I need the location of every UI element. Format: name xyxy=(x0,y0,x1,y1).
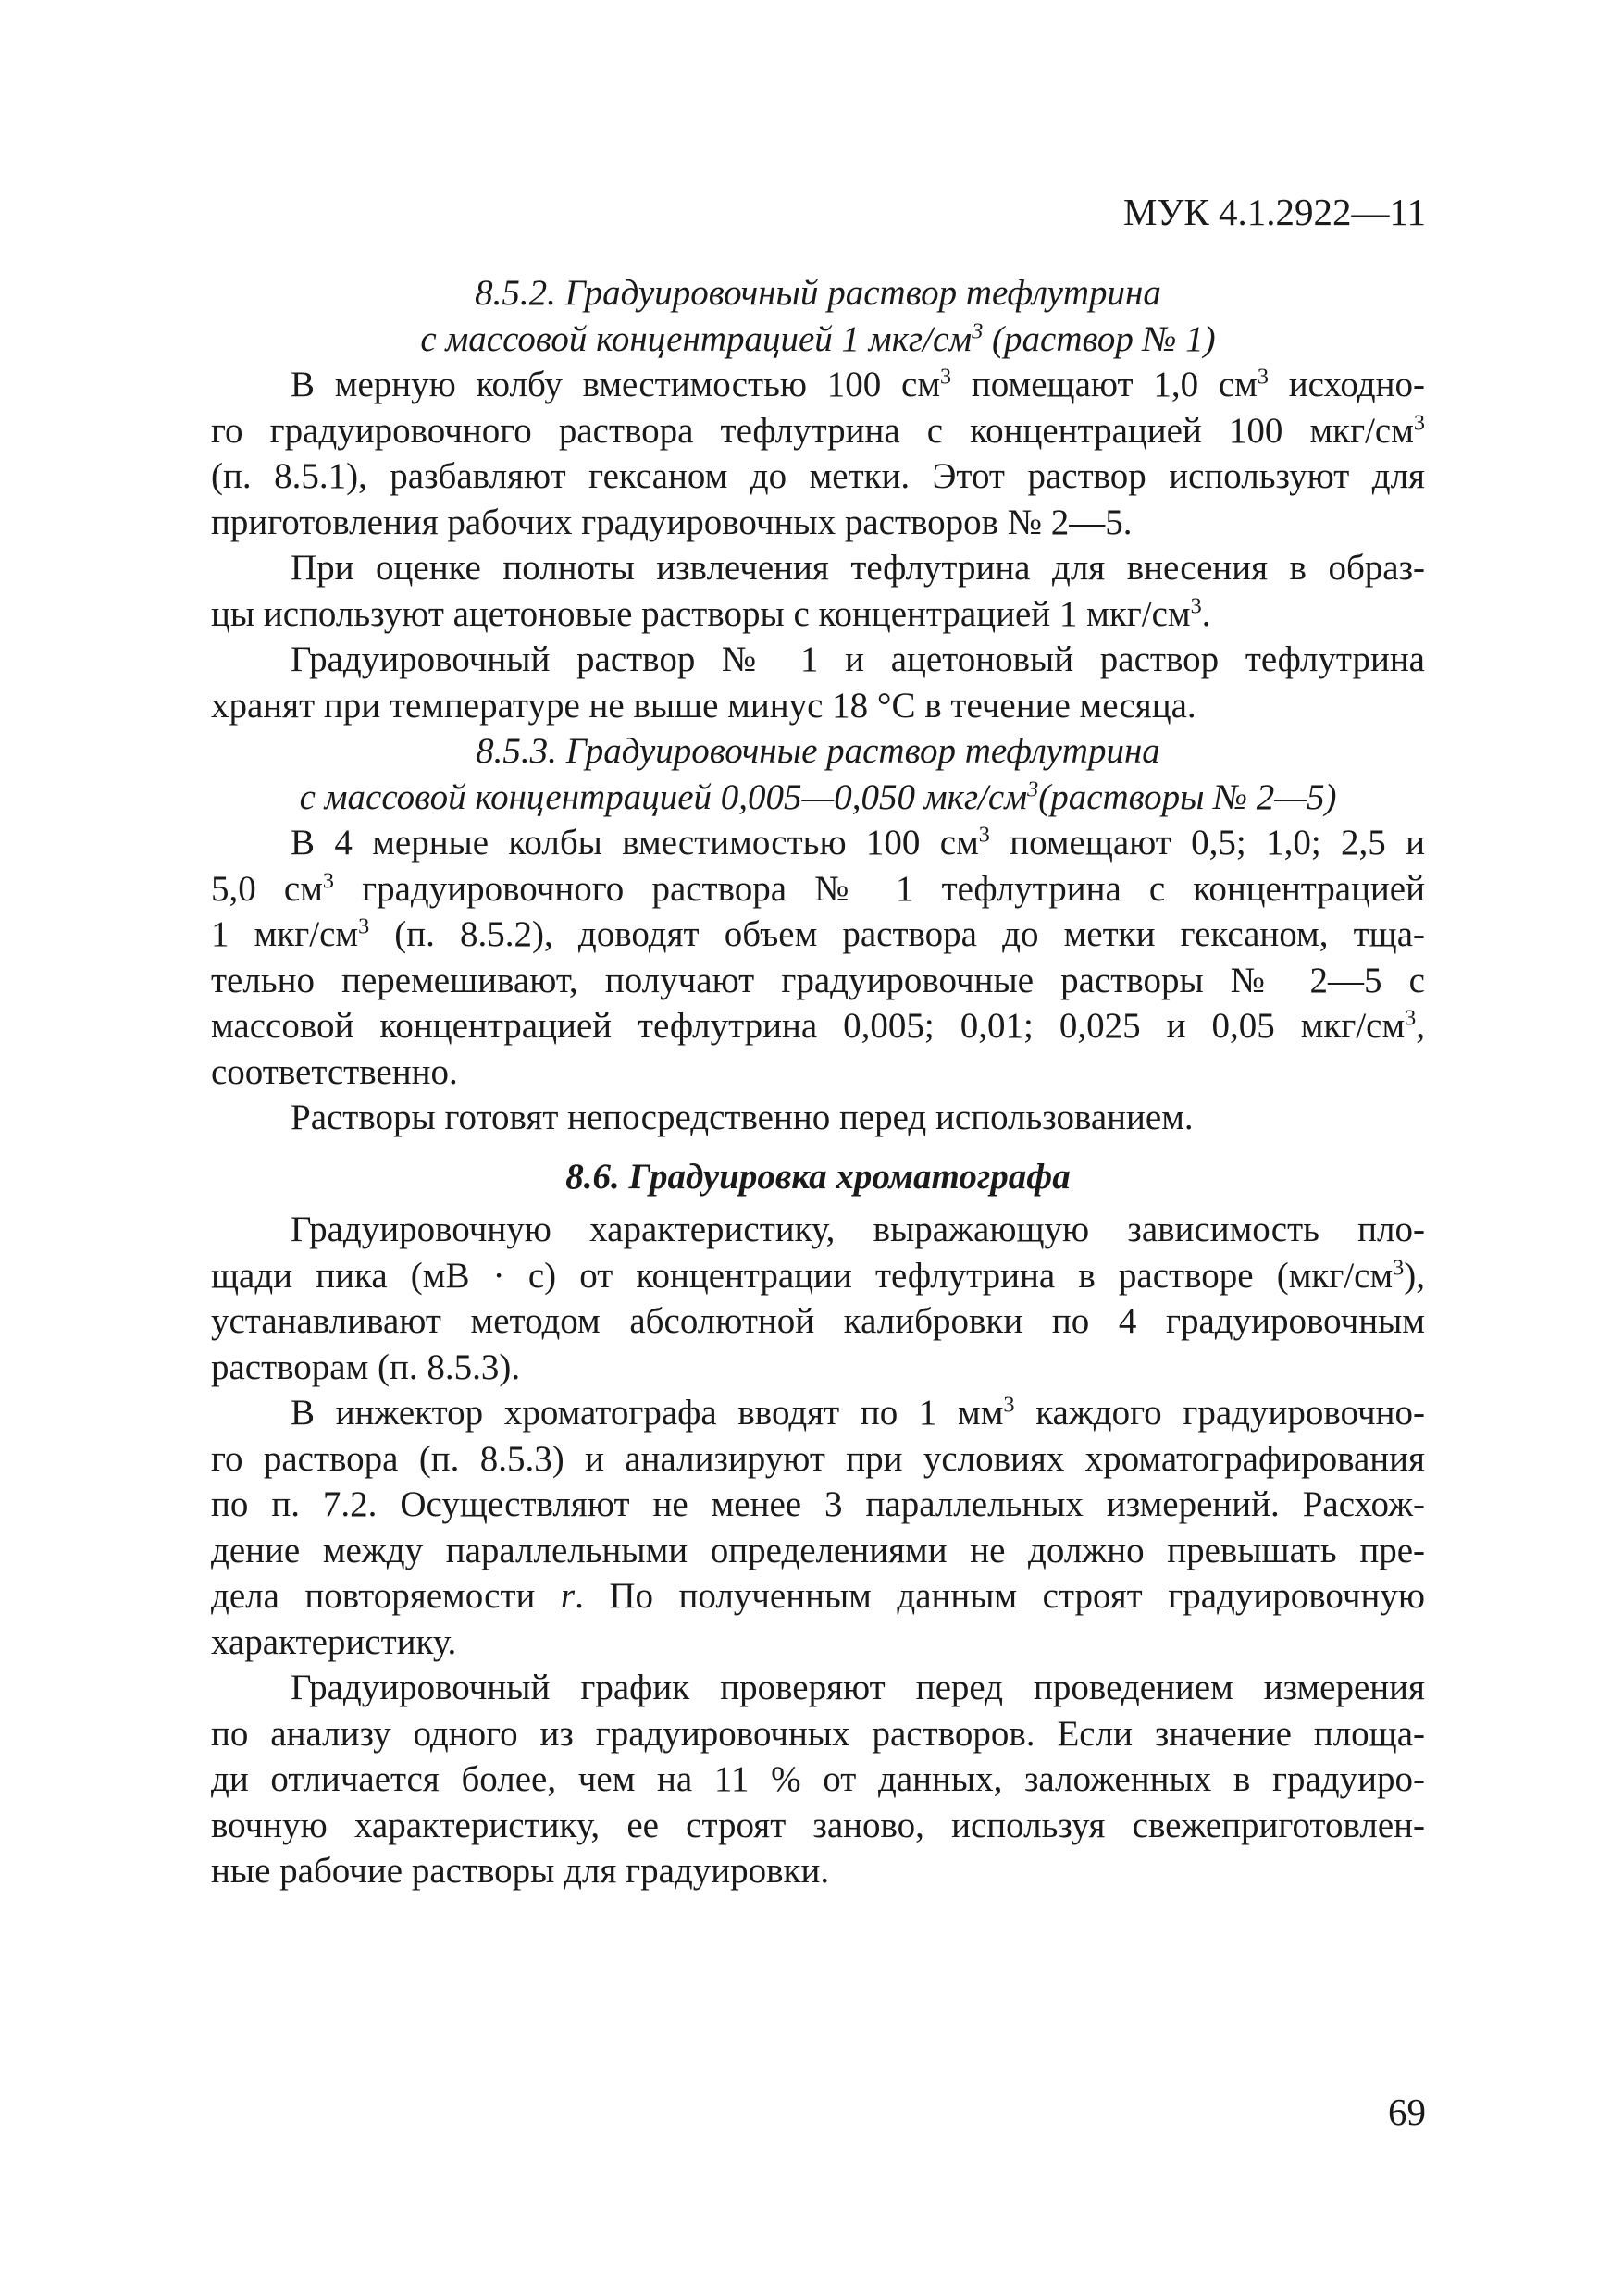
text-line: (п. 8.5.1), разбавляют гексаном до метки. Этот раствор используют для xyxy=(211,456,1425,496)
heading-line: 8.5.2. Градуировочный раствор тефлутрина xyxy=(475,273,1161,313)
text-line: 1 мкг/$см^3$ (п. 8.5.2), доводят объем раствора до метки гексаном, тща- xyxy=(211,913,1425,954)
paragraph xyxy=(211,1390,1425,1665)
text-line: ди отличается более, чем на 11 % от данных, заложенных в градуиро- xyxy=(211,1759,1425,1799)
text-line: Растворы готовят непосредственно перед использованием. xyxy=(291,1098,1194,1137)
paragraph xyxy=(211,820,1425,1095)
text-line: го градуировочного раствора тефлутрина с концентрацией 100 мкг/$см^3$ xyxy=(211,410,1425,451)
text-line: массовой концентрацией тефлутрина 0,005; 0,01; 0,025 и 0,05 мкг/$см^3$, xyxy=(211,1005,1425,1046)
paragraph xyxy=(211,637,1425,728)
text-line: цы используют ацетоновые растворы с концентрацией 1 мкг/$см^3$. xyxy=(211,593,1211,634)
heading-line: 8.5.3. Градуировочные раствор тефлутрина xyxy=(476,731,1160,771)
text-line: по п. 7.2. Осуществляют не менее 3 параллельных измерений. Расхож- xyxy=(211,1484,1425,1524)
page-content xyxy=(211,270,1425,1894)
text-line: по анализу одного из градуировочных растворов. Если значение площа- xyxy=(211,1713,1425,1754)
paragraph xyxy=(211,362,1425,545)
text-line: го раствора (п. 8.5.3) и анализируют при условиях хроматографирования xyxy=(211,1438,1425,1479)
text-line: тельно перемешивают, получают градуировочные растворы № 2—5 с xyxy=(211,960,1425,1000)
paragraph xyxy=(211,1095,1425,1141)
text-line: вочную характеристику, ее строят заново, используя свежеприготовлен- xyxy=(211,1805,1425,1845)
text-line: Градуировочный раствор № 1 и ацетоновый раствор тефлутрина xyxy=(291,639,1425,679)
heading-line xyxy=(211,316,1425,363)
text-line: хранят при температуре не выше минус 18 °С в течение месяца. xyxy=(211,685,1196,726)
text-line: Градуировочную характеристику, выражающую зависимость пло- xyxy=(291,1210,1425,1249)
text-line: 5,0 $см^3$ градуировочного раствора № 1 тефлутрина с концентрацией xyxy=(211,868,1425,909)
paragraph xyxy=(211,545,1425,637)
paragraph xyxy=(211,1207,1425,1390)
text-line: В инжектор хроматографа вводят по 1 $мм^3$ каждого градуировочно- xyxy=(291,1392,1425,1433)
section-heading-8-6 xyxy=(211,1154,1425,1200)
heading-line: 8.6. Градуировка хроматографа xyxy=(565,1156,1071,1197)
text-line: дение между параллельными определениями не должно превышать пре- xyxy=(211,1530,1425,1570)
text-line: дела повторяемости r. По полученным данным строят градуировочную xyxy=(211,1576,1425,1616)
superscript: 3 xyxy=(972,318,984,344)
text-line: В мерную колбу вместимостью 100 $см^3$ помещают 1,0 $см^3$ исходно- xyxy=(291,364,1425,404)
text-line: щади пика (мВ · с) от концентрации тефлутрина в растворе $(мкг/см^3)$, xyxy=(211,1255,1425,1296)
heading-line xyxy=(211,775,1425,821)
heading-text: (растворы № 2—5) xyxy=(1038,776,1337,817)
heading-text: (раствор № 1) xyxy=(983,318,1216,359)
section-heading-8-5-2 xyxy=(211,270,1425,362)
text-line: приготовления рабочих градуировочных растворов № 2—5. xyxy=(211,502,1133,542)
heading-text: с массовой концентрацией 0,005—0,050 мкг/см xyxy=(299,776,1028,817)
text-line: соответственно. xyxy=(211,1051,458,1092)
document-code: МУК 4.1.2922—11 xyxy=(1122,191,1426,233)
text-line: Градуировочный график проверяют перед проведением измерения xyxy=(291,1668,1425,1707)
text-line: характеристику. xyxy=(211,1621,457,1662)
text-line: При оценке полноты извлечения тефлутрина для внесения в образ- xyxy=(291,548,1425,588)
text-line: ные рабочие растворы для градуировки. xyxy=(211,1851,830,1891)
text-line: растворам (п. 8.5.3). xyxy=(211,1347,521,1387)
section-heading-8-5-3 xyxy=(211,728,1425,820)
page-number: 69 xyxy=(1388,2091,1426,2133)
superscript: 3 xyxy=(1027,776,1039,802)
paragraph xyxy=(211,1665,1425,1894)
text-line: В 4 мерные колбы вместимостью 100 $см^3$ помещают 0,5; 1,0; 2,5 и xyxy=(291,822,1425,863)
heading-text: с массовой концентрацией 1 мкг/см xyxy=(420,318,973,359)
text-line: устанавливают методом абсолютной калибровки по 4 градуировочным xyxy=(211,1301,1425,1341)
